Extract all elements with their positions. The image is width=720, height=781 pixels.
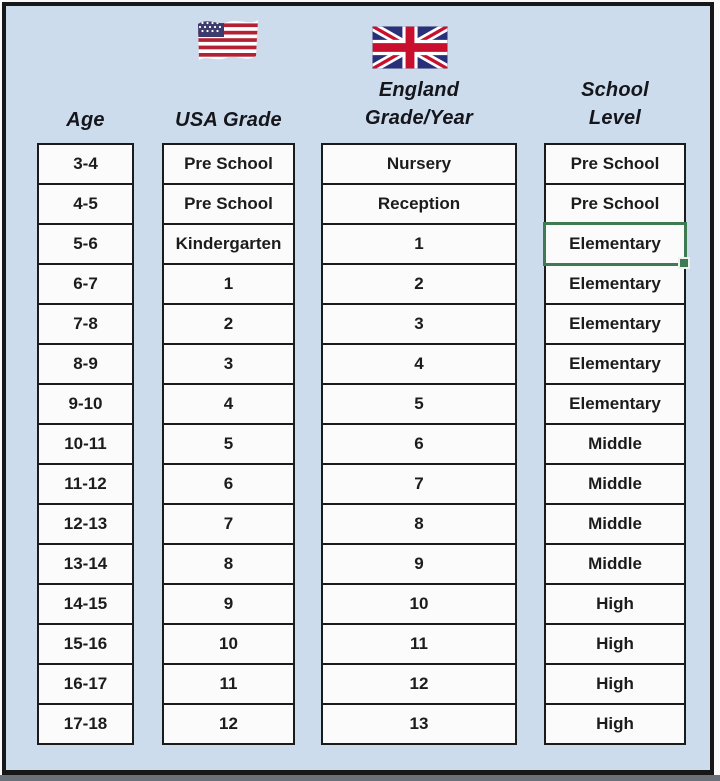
cell-age-row4[interactable]: 6-7 <box>39 265 132 305</box>
cell-school-row11[interactable]: Middle <box>546 545 684 585</box>
column-school-level <box>544 143 686 745</box>
cell-school-row5[interactable]: Elementary <box>546 305 684 345</box>
column-age <box>37 143 134 745</box>
cell-england-row15[interactable]: 13 <box>323 705 515 743</box>
cell-england-row10[interactable]: 8 <box>323 505 515 545</box>
header-usa-line: USA Grade <box>175 109 282 131</box>
column-school-cells <box>544 143 686 745</box>
us-flag-icon <box>194 14 262 68</box>
cell-age-row15[interactable]: 17-18 <box>39 705 132 743</box>
cell-usa-row11[interactable]: 8 <box>164 545 293 585</box>
cell-usa-row13[interactable]: 10 <box>164 625 293 665</box>
cell-usa-row9[interactable]: 6 <box>164 465 293 505</box>
column-header-school-level <box>544 76 686 132</box>
cell-school-row12[interactable]: High <box>546 585 684 625</box>
column-usa-grade <box>162 143 295 745</box>
cell-usa-row4[interactable]: 1 <box>164 265 293 305</box>
cell-school-row9[interactable]: Middle <box>546 465 684 505</box>
cell-school-row2[interactable]: Pre School <box>546 185 684 225</box>
table-panel <box>2 2 714 775</box>
cell-age-row6[interactable]: 8-9 <box>39 345 132 385</box>
cell-age-row11[interactable]: 13-14 <box>39 545 132 585</box>
cell-age-row12[interactable]: 14-15 <box>39 585 132 625</box>
column-england-grade-year <box>321 143 517 745</box>
column-england-cells <box>321 143 517 745</box>
column-header-england-grade-year <box>311 76 527 132</box>
header-school-line2: Level <box>588 107 642 129</box>
cell-usa-row3[interactable]: Kindergarten <box>164 225 293 265</box>
header-age-line: Age <box>66 109 105 131</box>
cell-usa-row10[interactable]: 7 <box>164 505 293 545</box>
cell-school-row7[interactable]: Elementary <box>546 385 684 425</box>
cell-usa-row7[interactable]: 4 <box>164 385 293 425</box>
cell-age-row9[interactable]: 11-12 <box>39 465 132 505</box>
cell-age-row8[interactable]: 10-11 <box>39 425 132 465</box>
cell-age-row3[interactable]: 5-6 <box>39 225 132 265</box>
column-age-cells <box>37 143 134 745</box>
cell-england-row13[interactable]: 11 <box>323 625 515 665</box>
cell-usa-row14[interactable]: 11 <box>164 665 293 705</box>
cell-school-row15[interactable]: High <box>546 705 684 743</box>
cell-england-row5[interactable]: 3 <box>323 305 515 345</box>
cell-usa-row2[interactable]: Pre School <box>164 185 293 225</box>
cell-school-row10[interactable]: Middle <box>546 505 684 545</box>
cell-usa-row6[interactable]: 3 <box>164 345 293 385</box>
cell-age-row10[interactable]: 12-13 <box>39 505 132 545</box>
cell-england-row7[interactable]: 5 <box>323 385 515 425</box>
cell-usa-row8[interactable]: 5 <box>164 425 293 465</box>
cell-england-row12[interactable]: 10 <box>323 585 515 625</box>
cell-age-row14[interactable]: 16-17 <box>39 665 132 705</box>
cell-school-row1[interactable]: Pre School <box>546 145 684 185</box>
column-usa-cells <box>162 143 295 745</box>
cell-age-row7[interactable]: 9-10 <box>39 385 132 425</box>
header-england-line1: England <box>378 79 460 101</box>
cell-school-row3[interactable]: Elementary <box>546 225 684 265</box>
cell-age-row13[interactable]: 15-16 <box>39 625 132 665</box>
cell-school-row6[interactable]: Elementary <box>546 345 684 385</box>
header-england-line2: Grade/Year <box>365 107 473 129</box>
cell-school-row8[interactable]: Middle <box>546 425 684 465</box>
column-header-age <box>37 106 134 134</box>
cell-age-row2[interactable]: 4-5 <box>39 185 132 225</box>
cell-england-row14[interactable]: 12 <box>323 665 515 705</box>
cell-usa-row1[interactable]: Pre School <box>164 145 293 185</box>
column-header-usa-grade <box>147 106 310 134</box>
cell-england-row11[interactable]: 9 <box>323 545 515 585</box>
cell-england-row2[interactable]: Reception <box>323 185 515 225</box>
cell-school-row14[interactable]: High <box>546 665 684 705</box>
cell-usa-row12[interactable]: 9 <box>164 585 293 625</box>
cell-england-row3[interactable]: 1 <box>323 225 515 265</box>
cell-england-row4[interactable]: 2 <box>323 265 515 305</box>
cell-usa-row5[interactable]: 2 <box>164 305 293 345</box>
header-school-line1: School <box>581 79 649 101</box>
cell-school-row13[interactable]: High <box>546 625 684 665</box>
cell-usa-row15[interactable]: 12 <box>164 705 293 743</box>
screenshot-bottom-edge <box>0 775 720 781</box>
cell-england-row8[interactable]: 6 <box>323 425 515 465</box>
cell-england-row9[interactable]: 7 <box>323 465 515 505</box>
cell-age-row5[interactable]: 7-8 <box>39 305 132 345</box>
cell-england-row6[interactable]: 4 <box>323 345 515 385</box>
uk-flag-icon <box>372 26 448 69</box>
cell-age-row1[interactable]: 3-4 <box>39 145 132 185</box>
cell-school-row4[interactable]: Elementary <box>546 265 684 305</box>
cell-england-row1[interactable]: Nursery <box>323 145 515 185</box>
